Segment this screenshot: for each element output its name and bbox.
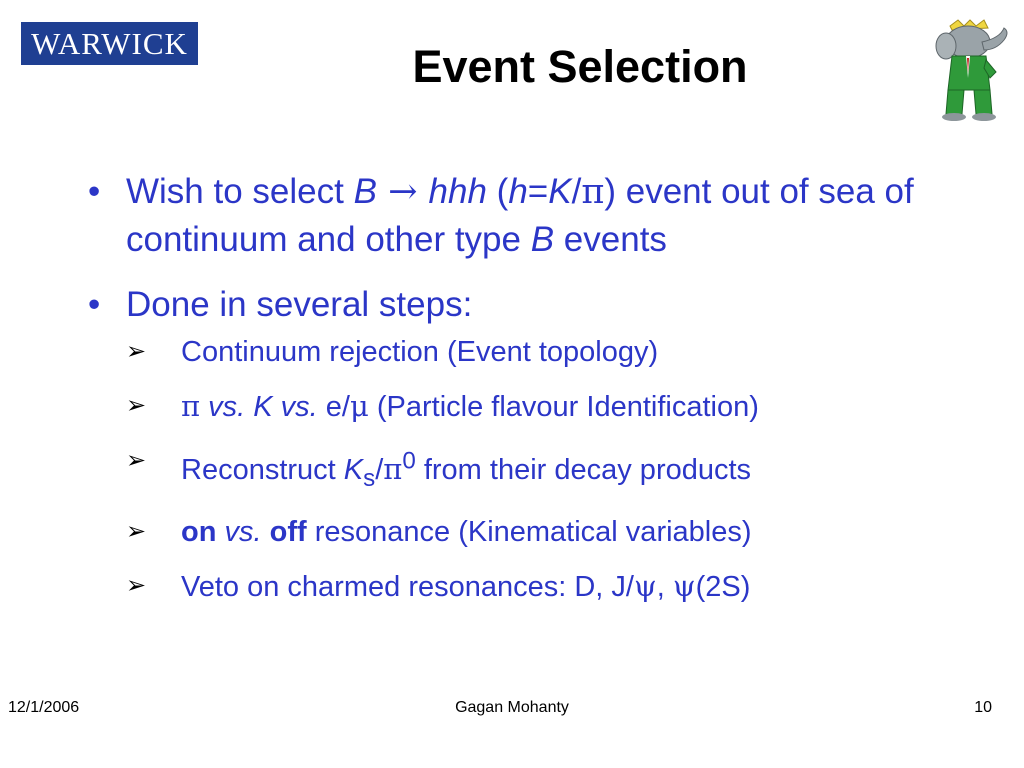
bullet-item: [88, 168, 988, 263]
arrow-bullet-icon: ➢: [126, 392, 147, 419]
bullet-dot-icon: •: [88, 285, 101, 324]
sub-bullet-item: [126, 512, 988, 552]
arrow-bullet-icon: ➢: [126, 572, 147, 600]
bullet-dot-icon: •: [88, 172, 101, 211]
footer-author: Gagan Mohanty: [455, 699, 569, 716]
sub-bullet-text: π vs. K vs. e/μ (Particle flavour Identification): [181, 389, 759, 423]
sub-bullet-item: [126, 332, 988, 372]
sub-bullet-text: Continuum rejection (Event topology): [181, 336, 659, 368]
bullet-text: Wish to select B → hhh (h=K/π) event out of sea of continuum and other type B events: [126, 172, 914, 259]
sub-bullet-text: Reconstruct $K_s/\pi^0$ from their decay products: [181, 447, 752, 492]
bullet-text: Done in several steps:: [126, 285, 473, 324]
sub-bullet-text: on vs. off resonance (Kinematical variables): [181, 516, 752, 549]
footer-page-number: 10: [974, 699, 992, 716]
arrow-bullet-icon: ➢: [126, 338, 147, 365]
arrow-bullet-icon: ➢: [126, 447, 147, 474]
bullet-item: [88, 281, 988, 607]
arrow-bullet-icon: ➢: [126, 518, 147, 546]
sub-bullet-item: [126, 566, 988, 607]
elephant-mascot-icon: [930, 18, 1012, 122]
sub-bullet-item: [126, 386, 988, 427]
footer-date: 12/1/2006: [8, 699, 80, 716]
bullet-list: [88, 168, 988, 625]
sub-bullet-item: [126, 441, 988, 498]
sub-bullet-list: [126, 332, 988, 607]
slide-title: Event Selection: [412, 41, 748, 92]
sub-bullet-text: Veto on charmed resonances: D, J/ψ, ψ(2S): [181, 569, 751, 604]
warwick-logo: [21, 22, 198, 65]
logo-text: WARWICK: [31, 25, 188, 61]
